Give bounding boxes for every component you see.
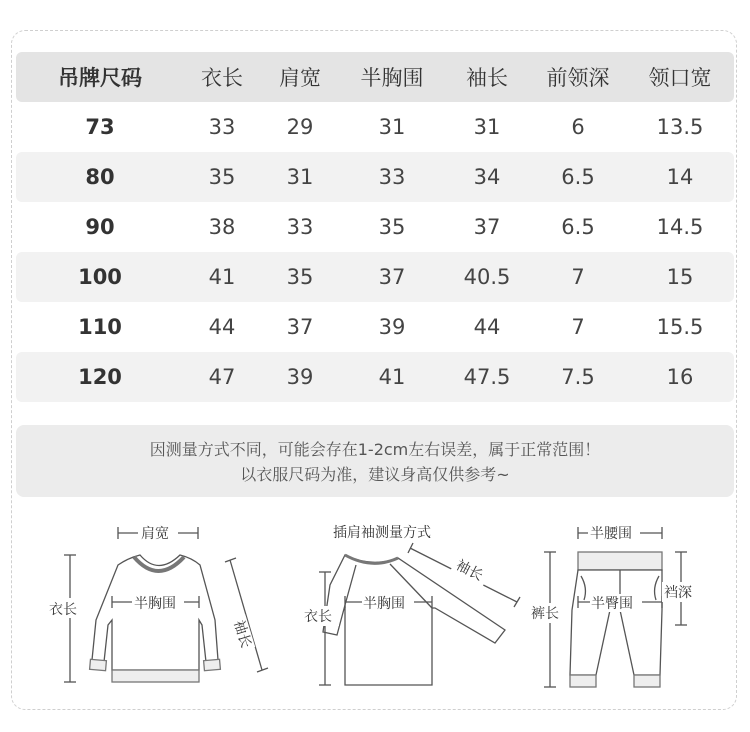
measurement-note (16, 425, 734, 497)
measurement-diagrams (0, 510, 750, 700)
sweater-length-label: 衣长 (49, 602, 77, 618)
cell: 39 (286, 365, 314, 389)
header-length: 衣长 (201, 66, 243, 90)
cell: 14.5 (656, 215, 704, 239)
sweater-sleeve-label: 袖长 (230, 618, 254, 650)
pants-waist-label: 半腰围 (590, 526, 632, 542)
cell: 15 (666, 265, 694, 289)
header-sleeve: 袖长 (466, 66, 508, 90)
cell: 33 (286, 215, 314, 239)
table-row (16, 252, 734, 302)
cell: 44 (208, 315, 236, 339)
cell: 37 (378, 265, 406, 289)
table-row (16, 102, 734, 152)
raglan-diagram (319, 543, 520, 685)
cell: 6.5 (561, 165, 595, 189)
header-shoulder: 肩宽 (279, 66, 321, 90)
sweater-chest-label: 半胸围 (134, 596, 176, 612)
cell: 31 (286, 165, 314, 189)
cell: 35 (378, 215, 406, 239)
cell: 6.5 (561, 215, 595, 239)
cell: 35 (208, 165, 236, 189)
cell: 33 (378, 165, 406, 189)
cell: 6 (571, 115, 585, 139)
cell: 33 (208, 115, 236, 139)
cell: 37 (473, 215, 501, 239)
cell: 41 (378, 365, 406, 389)
table-row (16, 302, 734, 352)
cell-size: 120 (78, 365, 122, 389)
table-header (16, 52, 734, 102)
cell: 29 (286, 115, 314, 139)
pants-rise-label: 裆深 (664, 585, 692, 601)
table-row (16, 202, 734, 252)
pants-length-label: 裤长 (531, 606, 559, 622)
header-front-neck-depth: 前领深 (546, 66, 610, 90)
cell-size: 73 (85, 115, 115, 139)
note-line-2: 以衣服尺码为准，建议身高仅供参考~ (240, 465, 510, 484)
header-chest: 半胸围 (360, 66, 424, 90)
header-size: 吊牌尺码 (58, 66, 142, 90)
cell: 44 (473, 315, 501, 339)
raglan-title: 插肩袖测量方式 (333, 525, 431, 541)
cell: 7.5 (561, 365, 595, 389)
header-neck-width: 领口宽 (648, 66, 712, 90)
cell: 7 (571, 265, 585, 289)
cell-size: 80 (85, 165, 115, 189)
size-table (16, 52, 734, 402)
cell: 37 (286, 315, 314, 339)
cell: 31 (378, 115, 406, 139)
cell: 14 (666, 165, 694, 189)
raglan-chest-label: 半胸围 (363, 596, 405, 612)
cell: 7 (571, 315, 585, 339)
cell: 40.5 (463, 265, 511, 289)
note-line-1: 因测量方式不同，可能会存在1-2cm左右误差，属于正常范围！ (149, 440, 601, 459)
table-row (16, 352, 734, 402)
cell-size: 110 (78, 315, 122, 339)
cell: 16 (666, 365, 694, 389)
cell: 38 (208, 215, 236, 239)
cell: 39 (378, 315, 406, 339)
table-row (16, 152, 734, 202)
cell: 13.5 (656, 115, 704, 139)
raglan-sleeve-label: 袖长 (453, 557, 486, 585)
cell: 47.5 (463, 365, 511, 389)
pants-thigh-label: 半臀围 (591, 596, 633, 612)
cell: 47 (208, 365, 236, 389)
raglan-length-label: 衣长 (304, 609, 332, 625)
cell: 35 (286, 265, 314, 289)
cell: 34 (473, 165, 501, 189)
cell: 41 (208, 265, 236, 289)
cell: 15.5 (656, 315, 704, 339)
cell-size: 90 (85, 215, 115, 239)
cell-size: 100 (78, 265, 122, 289)
sweater-shoulder-label: 肩宽 (141, 526, 169, 542)
cell: 31 (473, 115, 501, 139)
